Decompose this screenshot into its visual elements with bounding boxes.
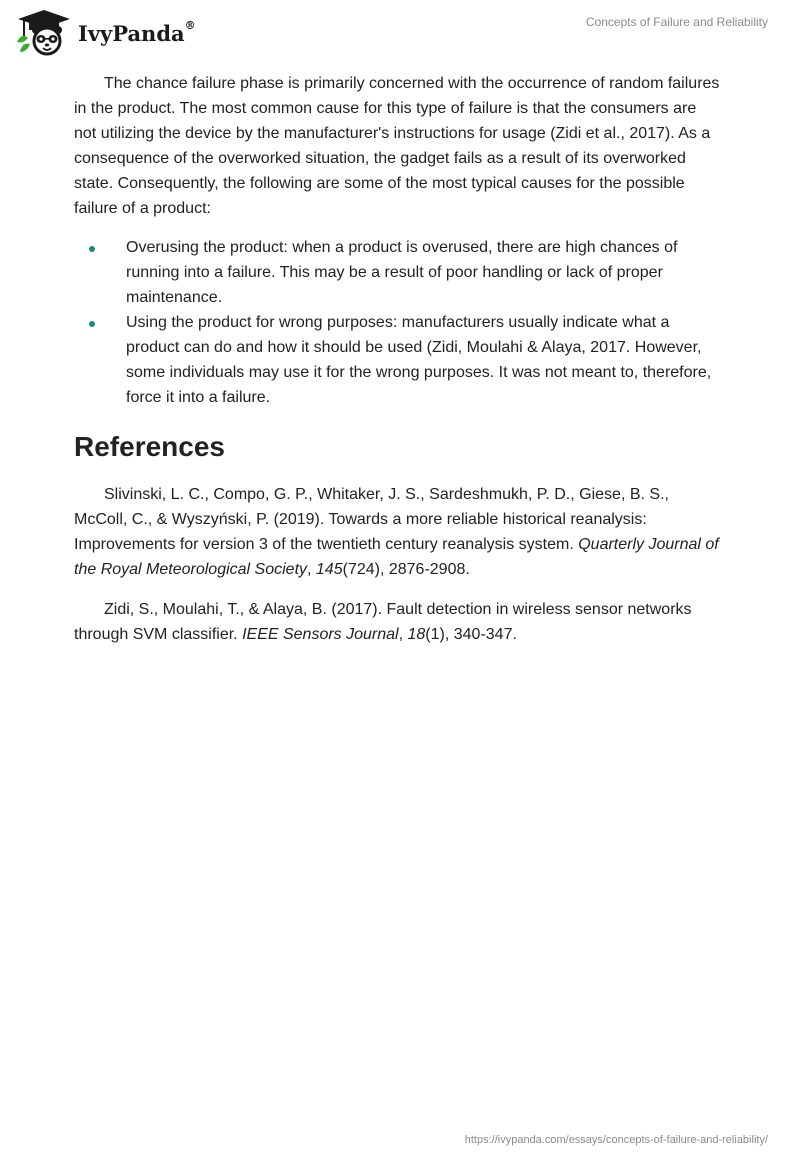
list-item	[74, 310, 722, 410]
reference-separator: ,	[307, 561, 316, 578]
ivypanda-logo[interactable]	[14, 8, 196, 56]
list-item	[74, 235, 722, 310]
brand-name: IvyPanda®	[78, 18, 196, 46]
list-item-text: Overusing the product: when a product is overused, there are high chances of running into a failure. This may be a result of poor handling or lack of proper maintenance.	[126, 239, 678, 306]
source-url[interactable]: https://ivypanda.com/essays/concepts-of-failure-and-reliability/	[464, 1134, 768, 1146]
bullet-dot-icon	[89, 321, 95, 327]
reference-entry	[74, 482, 722, 582]
reference-volume: 145	[315, 561, 343, 578]
bullet-dot-icon	[89, 246, 95, 252]
reference-pages: (724), 2876-2908.	[342, 561, 470, 578]
reference-text: Slivinski, L. C., Compo, G. P., Whitaker, J. S., Sardeshmukh, P. D., Giese, B. S., McColl, C., & Wyszyński, P. (2019). Towards a more reliable historical reanalysis: Improvements for version 3 of the twentieth century reanalysis system.	[74, 486, 669, 553]
reference-separator: ,	[398, 626, 408, 643]
reference-volume: 18	[407, 626, 426, 643]
running-title: Concepts of Failure and Reliability	[585, 15, 768, 29]
list-item-text: Using the product for wrong purposes: manufacturers usually indicate what a product can do and how it should be used (Zidi, Moulahi & Alaya, 2017. However, some individuals may use it for the wrong purposes. It was not meant to, therefore, force it into a failure.	[126, 314, 712, 406]
reference-journal: IEEE Sensors Journal	[242, 626, 399, 643]
body-paragraph: The chance failure phase is primarily concerned with the occurrence of random failures in the product. The most common cause for this type of failure is that the consumers are not utilizing the device by the manufacturer's instructions for usage (Zidi et al., 2017). As a consequence of the overworked situation, the gadget fails as a result of its overworked state. Consequently, the following are some of the most typical causes for the possible failure of a product:	[74, 75, 720, 217]
references-heading: References	[74, 431, 225, 462]
reference-journal: Quarterly Journal of the Royal Meteorological Society	[74, 536, 719, 578]
registered-mark: ®	[184, 18, 196, 32]
reference-text: Zidi, S., Moulahi, T., & Alaya, B. (2017). Fault detection in wireless sensor networks through SVM classifier.	[74, 601, 692, 643]
panda-graduate-icon	[14, 8, 74, 56]
page-header	[0, 0, 800, 70]
reference-entry	[74, 597, 722, 647]
essay-content	[74, 71, 722, 662]
reference-pages: (1), 340-347.	[425, 626, 517, 643]
causes-list	[74, 235, 722, 410]
